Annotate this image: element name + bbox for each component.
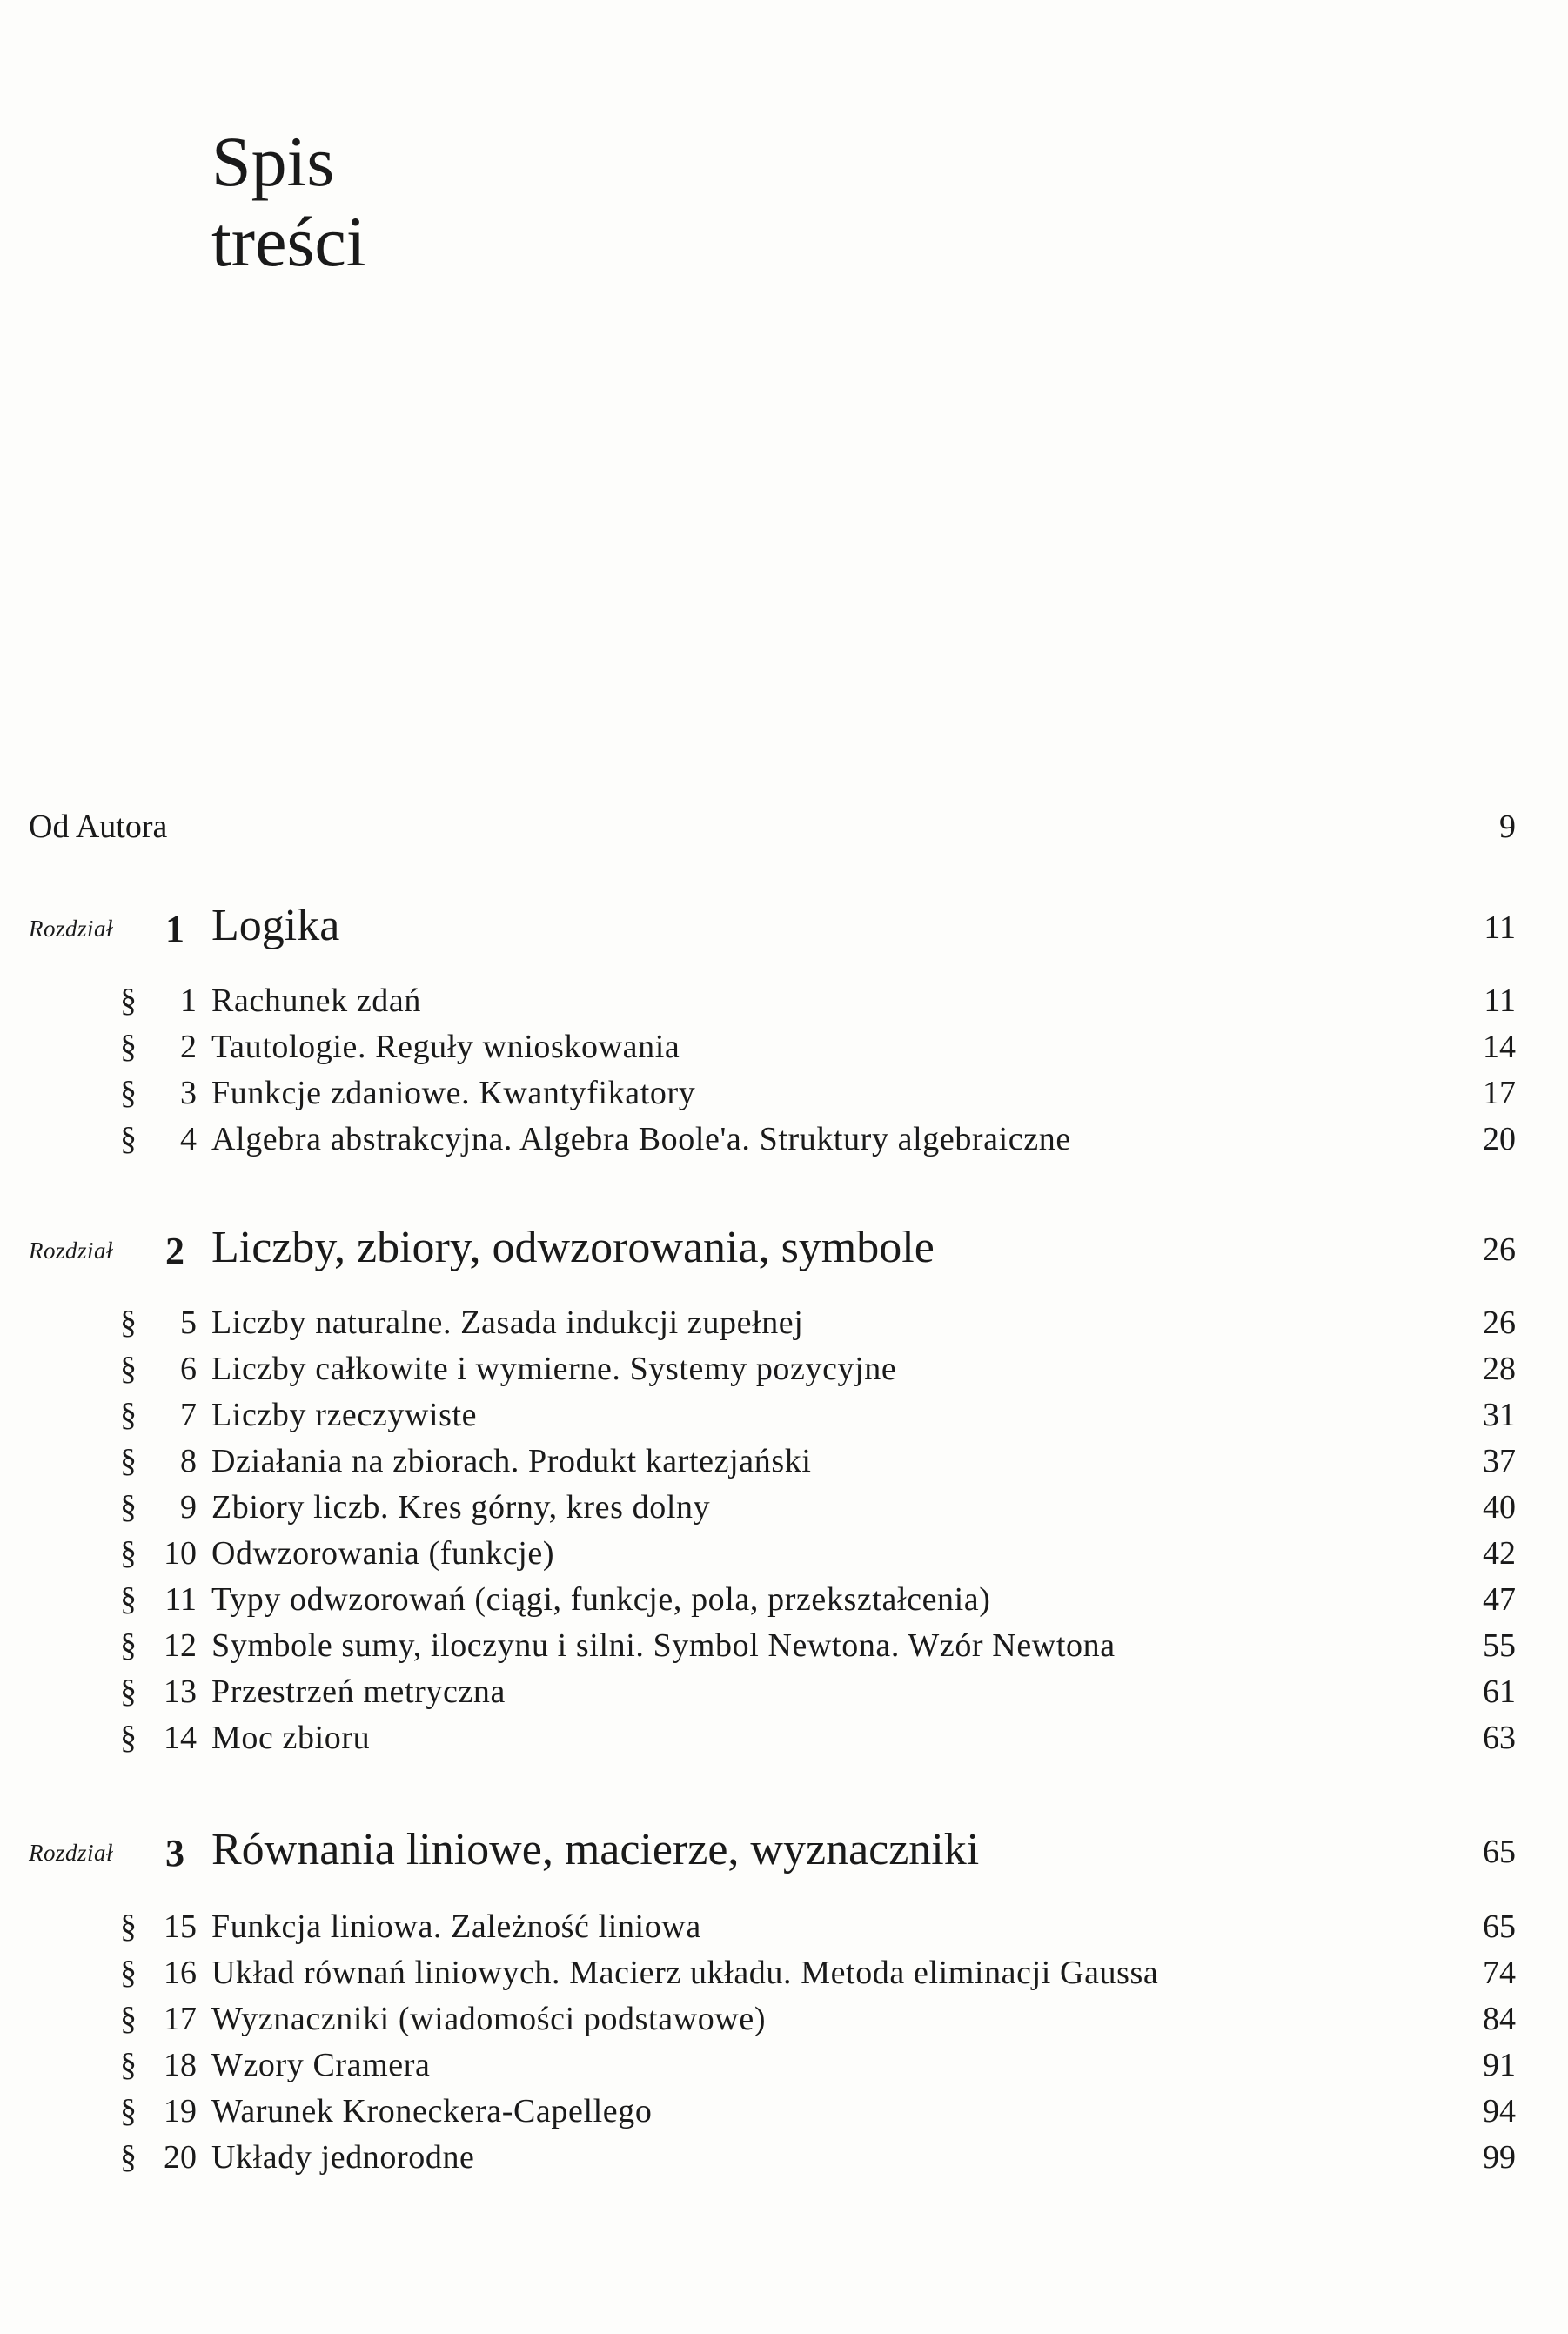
toc-entry-intro[interactable] (0, 808, 1568, 860)
section-number: 11 (164, 1581, 197, 1618)
toc-page-number: 17 (1483, 1075, 1516, 1111)
section-title: Symbole sumy, iloczynu i silni. Symbol Newtona. Wzór Newtona (211, 1627, 1116, 1664)
toc-chapter-2[interactable] (0, 1225, 1568, 1278)
section-symbol: § (120, 1075, 137, 1111)
section-title: Układy jednorodne (211, 2139, 475, 2176)
section-number: 20 (164, 2139, 197, 2176)
toc-page-number: 84 (1483, 2001, 1516, 2037)
chapter-number: 1 (165, 908, 184, 950)
toc-page-number: 14 (1483, 1029, 1516, 1065)
section-number: 8 (180, 1443, 197, 1479)
section-number: 10 (164, 1535, 197, 1572)
section-symbol: § (120, 1581, 137, 1618)
section-title: Rachunek zdań (211, 983, 421, 1019)
chapter-label: Rozdział (29, 1840, 114, 1866)
section-symbol: § (120, 1908, 137, 1945)
section-symbol: § (120, 1673, 137, 1710)
toc-section-9[interactable] (0, 1488, 1568, 1540)
toc-page-number: 55 (1483, 1627, 1516, 1664)
toc-section-3[interactable] (0, 1074, 1568, 1126)
section-symbol: § (120, 2093, 137, 2129)
toc-section-2[interactable] (0, 1028, 1568, 1080)
toc-section-6[interactable] (0, 1350, 1568, 1402)
toc-section-17[interactable] (0, 2000, 1568, 2052)
toc-page-number: 26 (1483, 1304, 1516, 1341)
section-number: 14 (164, 1720, 197, 1756)
chapter-title: Liczby, zbiory, odwzorowania, symbole (211, 1223, 935, 1272)
toc-section-20[interactable] (0, 2138, 1568, 2190)
section-number: 9 (180, 1489, 197, 1526)
section-number: 13 (164, 1673, 197, 1710)
section-symbol: § (120, 1627, 137, 1664)
toc-page-number: 74 (1483, 1955, 1516, 1991)
toc-page-number: 65 (1483, 1834, 1516, 1870)
section-symbol: § (120, 1351, 137, 1387)
section-title: Algebra abstrakcyjna. Algebra Boole'a. Struktury algebraiczne (211, 1121, 1071, 1157)
section-symbol: § (120, 2047, 137, 2083)
toc-section-5[interactable] (0, 1304, 1568, 1356)
section-symbol: § (120, 2139, 137, 2176)
section-title: Zbiory liczb. Kres górny, kres dolny (211, 1489, 711, 1526)
toc-section-13[interactable] (0, 1673, 1568, 1725)
toc-section-11[interactable] (0, 1580, 1568, 1633)
section-title: Tautologie. Reguły wnioskowania (211, 1029, 680, 1065)
section-number: 3 (180, 1075, 197, 1111)
section-title: Funkcje zdaniowe. Kwantyfikatory (211, 1075, 696, 1111)
toc-chapter-1[interactable] (0, 903, 1568, 956)
section-title: Wzory Cramera (211, 2047, 431, 2083)
section-title: Liczby naturalne. Zasada indukcji zupełnej (211, 1304, 804, 1341)
chapter-title: Równania liniowe, macierze, wyznaczniki (211, 1825, 980, 1875)
section-title: Układ równań liniowych. Macierz układu. Metoda eliminacji Gaussa (211, 1955, 1159, 1991)
section-number: 1 (180, 983, 197, 1019)
section-number: 18 (164, 2047, 197, 2083)
toc-section-16[interactable] (0, 1954, 1568, 2006)
section-number: 2 (180, 1029, 197, 1065)
section-symbol: § (120, 1489, 137, 1526)
section-number: 6 (180, 1351, 197, 1387)
toc-section-10[interactable] (0, 1534, 1568, 1586)
section-number: 5 (180, 1304, 197, 1341)
chapter-label: Rozdział (29, 1237, 114, 1264)
section-number: 19 (164, 2093, 197, 2129)
section-number: 16 (164, 1955, 197, 1991)
toc-page-number: 65 (1483, 1908, 1516, 1945)
toc-page-number: 40 (1483, 1489, 1516, 1526)
section-symbol: § (120, 983, 137, 1019)
section-symbol: § (120, 1535, 137, 1572)
toc-section-19[interactable] (0, 2092, 1568, 2144)
toc-section-7[interactable] (0, 1396, 1568, 1448)
page-title-line-2: treści (211, 202, 366, 281)
section-symbol: § (120, 2001, 137, 2037)
toc-page-number: 99 (1483, 2139, 1516, 2176)
section-title: Warunek Kroneckera-Capellego (211, 2093, 653, 2129)
section-title: Przestrzeń metryczna (211, 1673, 506, 1710)
toc-section-18[interactable] (0, 2046, 1568, 2098)
page-title-line-1: Spis (211, 122, 335, 201)
chapter-label: Rozdział (29, 915, 114, 942)
toc-section-4[interactable] (0, 1120, 1568, 1172)
toc-page-number: 11 (1484, 983, 1516, 1019)
toc-section-15[interactable] (0, 1908, 1568, 1960)
toc-section-12[interactable] (0, 1626, 1568, 1679)
page-title (211, 122, 366, 282)
toc-chapter-3[interactable] (0, 1825, 1568, 1880)
section-title: Funkcja liniowa. Zależność liniowa (211, 1908, 701, 1945)
toc-page-number: 94 (1483, 2093, 1516, 2129)
section-number: 4 (180, 1121, 197, 1157)
toc-page-number: 26 (1483, 1231, 1516, 1268)
section-number: 17 (164, 2001, 197, 2037)
toc-page-number: 42 (1483, 1535, 1516, 1572)
section-symbol: § (120, 1304, 137, 1341)
toc-page-number: 91 (1483, 2047, 1516, 2083)
section-title: Typy odwzorowań (ciągi, funkcje, pola, przekształcenia) (211, 1581, 991, 1618)
section-symbol: § (120, 1720, 137, 1756)
section-title: Liczby rzeczywiste (211, 1397, 478, 1433)
toc-section-14[interactable] (0, 1719, 1568, 1771)
section-symbol: § (120, 1121, 137, 1157)
section-title: Liczby całkowite i wymierne. Systemy pozycyjne (211, 1351, 897, 1387)
section-title: Wyznaczniki (wiadomości podstawowe) (211, 2001, 767, 2037)
toc-section-8[interactable] (0, 1442, 1568, 1494)
toc-page-number: 9 (1499, 808, 1516, 845)
toc-page-number: 47 (1483, 1581, 1516, 1618)
toc-page-number: 28 (1483, 1351, 1516, 1387)
section-symbol: § (120, 1029, 137, 1065)
toc-page-number: 20 (1483, 1121, 1516, 1157)
section-title: Odwzorowania (funkcje) (211, 1535, 555, 1572)
toc-entry-label: Od Autora (29, 808, 168, 845)
section-number: 7 (180, 1397, 197, 1433)
section-symbol: § (120, 1955, 137, 1991)
section-title: Moc zbioru (211, 1720, 371, 1756)
section-symbol: § (120, 1397, 137, 1433)
toc-page-number: 63 (1483, 1720, 1516, 1756)
chapter-title: Logika (211, 901, 340, 950)
toc-page-number: 61 (1483, 1673, 1516, 1710)
chapter-number: 3 (165, 1832, 184, 1875)
section-number: 12 (164, 1627, 197, 1664)
section-symbol: § (120, 1443, 137, 1479)
toc-page-number: 11 (1484, 909, 1516, 946)
chapter-number: 2 (165, 1230, 184, 1272)
section-title: Działania na zbiorach. Produkt kartezjański (211, 1443, 812, 1479)
section-number: 15 (164, 1908, 197, 1945)
toc-page-number: 37 (1483, 1443, 1516, 1479)
toc-section-1[interactable] (0, 982, 1568, 1034)
toc-page-number: 31 (1483, 1397, 1516, 1433)
